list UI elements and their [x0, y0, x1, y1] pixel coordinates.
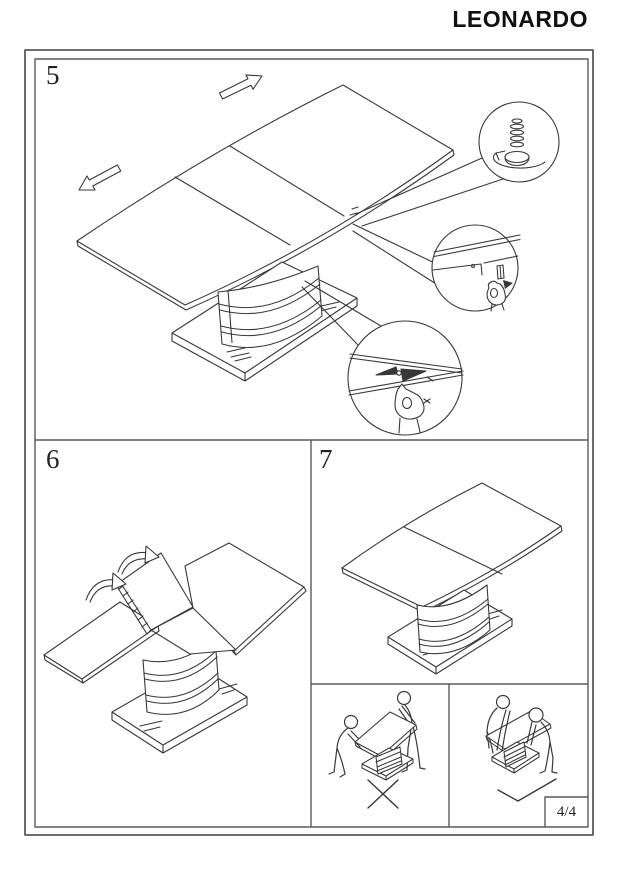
step7-number: 7 [319, 444, 333, 474]
step5-illustration [77, 75, 559, 435]
extend-arrow-sw-icon [79, 165, 121, 190]
step5-number: 5 [46, 60, 60, 90]
carry-wrong-illustration [329, 692, 425, 809]
page-indicator: 4/4 [556, 804, 577, 820]
mini-table [355, 712, 417, 780]
edge-latch-callout [353, 224, 520, 311]
closed-tabletop [342, 483, 562, 612]
step6-number: 6 [46, 444, 60, 474]
person-figure [329, 716, 363, 778]
flip-arrow-icon [86, 573, 126, 602]
step7-illustration [342, 483, 562, 674]
person-figure [527, 708, 557, 773]
product-title: LEONARDO [452, 6, 588, 32]
carry-right-illustration [486, 696, 557, 802]
latch-knob [497, 265, 504, 279]
extend-arrow-ne-icon [220, 75, 263, 99]
step6-illustration [44, 543, 306, 753]
cross-mark-icon [368, 780, 398, 808]
